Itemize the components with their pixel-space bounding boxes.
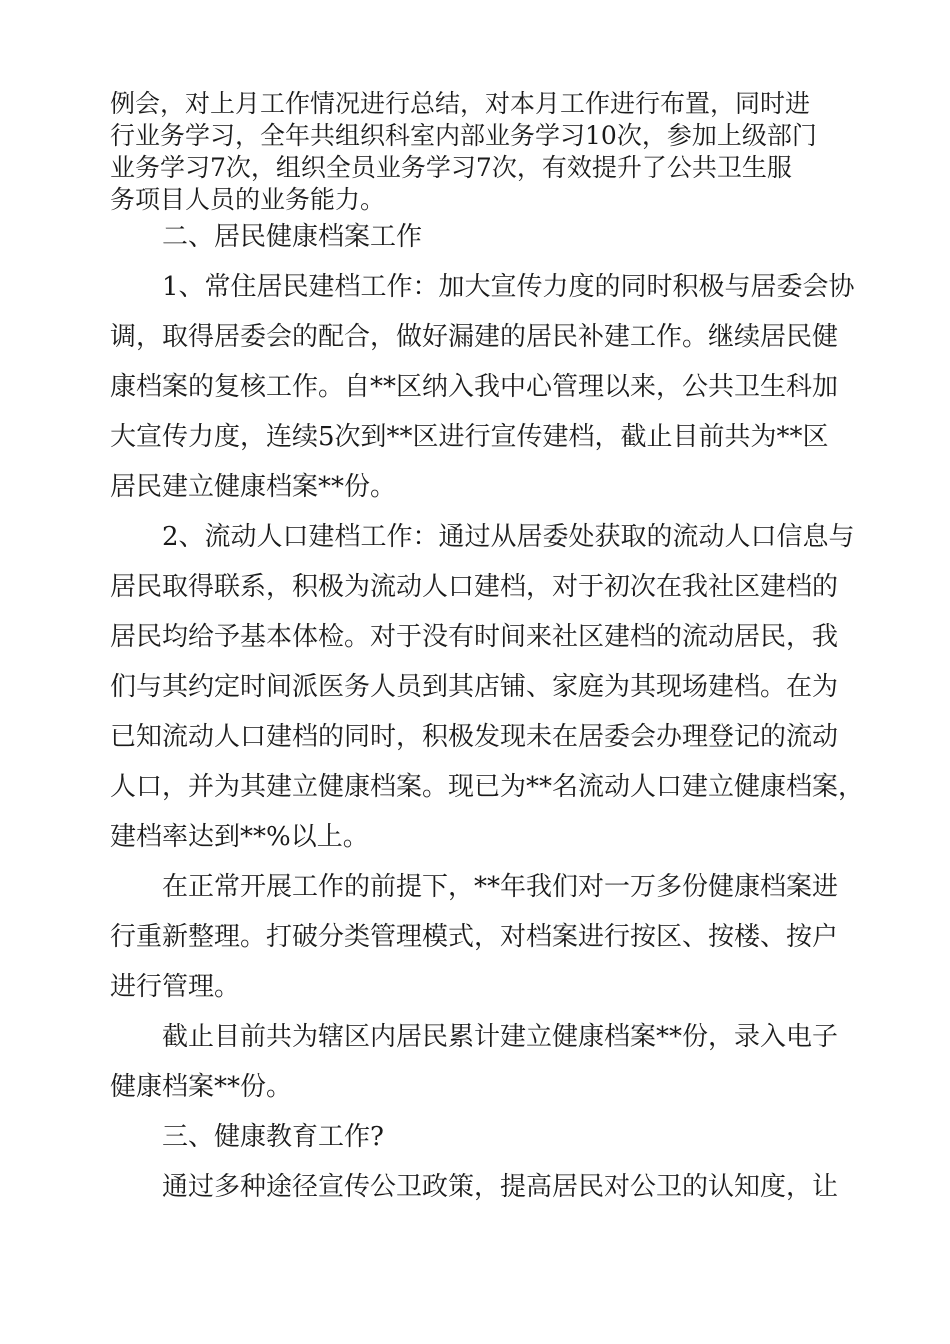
text-line: 康档案的复核工作。自**区纳入我中心管理以来，公共卫生科加 <box>110 372 839 402</box>
text-line: 进行管理。 <box>110 972 241 1002</box>
text-line: 健康档案**份。 <box>110 1072 293 1102</box>
text-line: 业务学习7次，组织全员业务学习7次，有效提升了公共卫生服 <box>110 153 792 182</box>
text-line: 们与其约定时间派医务人员到其店铺、家庭为其现场建档。在为 <box>110 672 839 702</box>
text-line: 建档率达到**%以上。 <box>110 822 369 852</box>
text-line: 人口，并为其建立健康档案。现已为**名流动人口建立健康档案， <box>110 772 865 802</box>
text-line: 居民建立健康档案**份。 <box>110 472 397 502</box>
text-line: 大宣传力度，连续5次到**区进行宣传建档，截止目前共为**区 <box>110 422 829 452</box>
text-line: 例会，对上月工作情况进行总结，对本月工作进行布置，同时进 <box>110 89 811 118</box>
text-line: 已知流动人口建档的同时，积极发现未在居委会办理登记的流动 <box>110 722 839 752</box>
paragraph-first-line: 在正常开展工作的前提下，**年我们对一万多份健康档案进 <box>162 872 839 902</box>
paragraph-first-line: 2、流动人口建档工作：通过从居委处获取的流动人口信息与 <box>162 522 855 552</box>
text-line: 行业务学习，全年共组织科室内部业务学习10次，参加上级部门 <box>110 121 817 150</box>
section-heading: 二、居民健康档案工作 <box>162 222 423 252</box>
paragraph-first-line: 截止目前共为辖区内居民累计建立健康档案**份，录入电子 <box>162 1022 839 1052</box>
paragraph-first-line: 1、常住居民建档工作：加大宣传力度的同时积极与居委会协 <box>162 272 855 302</box>
section-heading: 三、健康教育工作? <box>162 1122 384 1152</box>
paragraph-first-line: 通过多种途径宣传公卫政策，提高居民对公卫的认知度，让 <box>162 1172 839 1202</box>
text-line: 调，取得居委会的配合，做好漏建的居民补建工作。继续居民健 <box>110 322 839 352</box>
text-line: 居民取得联系，积极为流动人口建档，对于初次在我社区建档的 <box>110 572 839 602</box>
text-line: 务项目人员的业务能力。 <box>110 185 386 214</box>
text-line: 居民均给予基本体检。对于没有时间来社区建档的流动居民，我 <box>110 622 839 652</box>
text-line: 行重新整理。打破分类管理模式，对档案进行按区、按楼、按户 <box>110 922 839 952</box>
